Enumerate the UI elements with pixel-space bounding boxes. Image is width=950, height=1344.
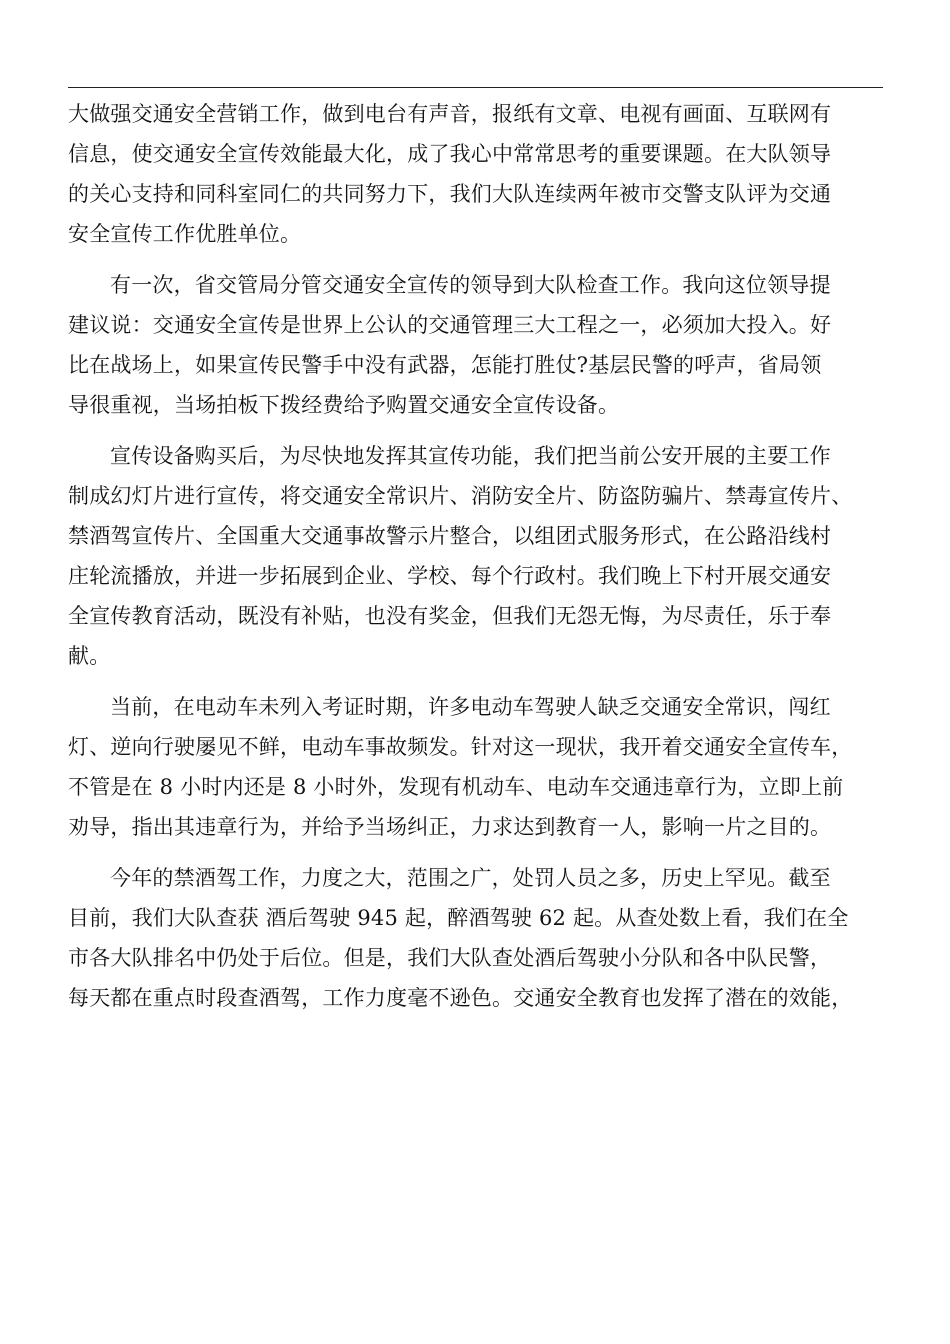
- text-line: 导很重视，当场拍板下拨经费给予购置交通安全宣传设备。: [68, 393, 620, 417]
- header-rule: [68, 87, 883, 88]
- text-line: 大做强交通安全营销工作，做到电台有声音，报纸有文章、电视有画面、互联网有: [68, 102, 832, 126]
- paragraph-3: [68, 436, 883, 676]
- text-line: 全宣传教育活动，既没有补贴，也没有奖金，但我们无怨无悔，为尽责任，乐于奉: [68, 604, 832, 628]
- text-line: 建议说：交通安全宣传是世界上公认的交通管理三大工程之一，必须加大投入。好: [68, 313, 832, 337]
- text-line: 灯、逆向行驶屡见不鲜，电动车事故频发。针对这一现状，我开着交通安全宣传车，: [68, 735, 853, 759]
- text-line: 制成幻灯片进行宣传，将交通安全常识片、消防安全片、防盗防骗片、禁毒宣传片、: [68, 484, 853, 508]
- text-line: 比在战场上，如果宣传民警手中没有武器，怎能打胜仗?基层民警的呼声，省局领: [68, 353, 822, 377]
- text-line: 今年的禁酒驾工作，力度之大，范围之广，处罚人员之多，历史上罕见。截至: [110, 866, 831, 890]
- text-line: 信息，使交通安全宣传效能最大化，成了我心中常常思考的重要课题。在大队领导: [68, 142, 832, 166]
- paragraph-5: [68, 858, 883, 1018]
- text-line: 劝导，指出其违章行为，并给予当场纠正，力求达到教育一人，影响一片之目的。: [68, 815, 832, 839]
- text-line: 不管是在 8 小时内还是 8 小时外，发现有机动车、电动车交通违章行为，立即上前: [68, 775, 844, 799]
- text-line: 每天都在重点时段查酒驾，工作力度毫不逊色。交通安全教育也发挥了潜在的效能，: [68, 986, 853, 1010]
- text-line: 的关心支持和同科室同仁的共同努力下，我们大队连续两年被市交警支队评为交通: [68, 182, 832, 206]
- text-line: 庄轮流播放，并进一步拓展到企业、学校、每个行政村。我们晚上下村开展交通安: [68, 564, 832, 588]
- paragraph-1: [68, 94, 883, 254]
- text-line: 目前，我们大队查获 酒后驾驶 945 起，醉酒驾驶 62 起。从查处数上看，我们在全: [68, 906, 849, 930]
- paragraph-2: [68, 265, 883, 425]
- text-line: 有一次，省交管局分管交通安全宣传的领导到大队检查工作。我向这位领导提: [110, 273, 831, 297]
- paragraph-4: [68, 687, 883, 847]
- text-line: 当前，在电动车未列入考证时期，许多电动车驾驶人缺乏交通安全常识，闯红: [110, 695, 831, 719]
- text-line: 禁酒驾宣传片、全国重大交通事故警示片整合，以组团式服务形式，在公路沿线村: [68, 524, 832, 548]
- text-line: 市各大队排名中仍处于后位。但是，我们大队查处酒后驾驶小分队和各中队民警，: [68, 946, 832, 970]
- text-line: 献。: [68, 644, 111, 668]
- document-body: [68, 94, 883, 1018]
- text-line: 安全宣传工作优胜单位。: [68, 222, 302, 246]
- text-line: 宣传设备购买后，为尽快地发挥其宣传功能，我们把当前公安开展的主要工作: [110, 444, 831, 468]
